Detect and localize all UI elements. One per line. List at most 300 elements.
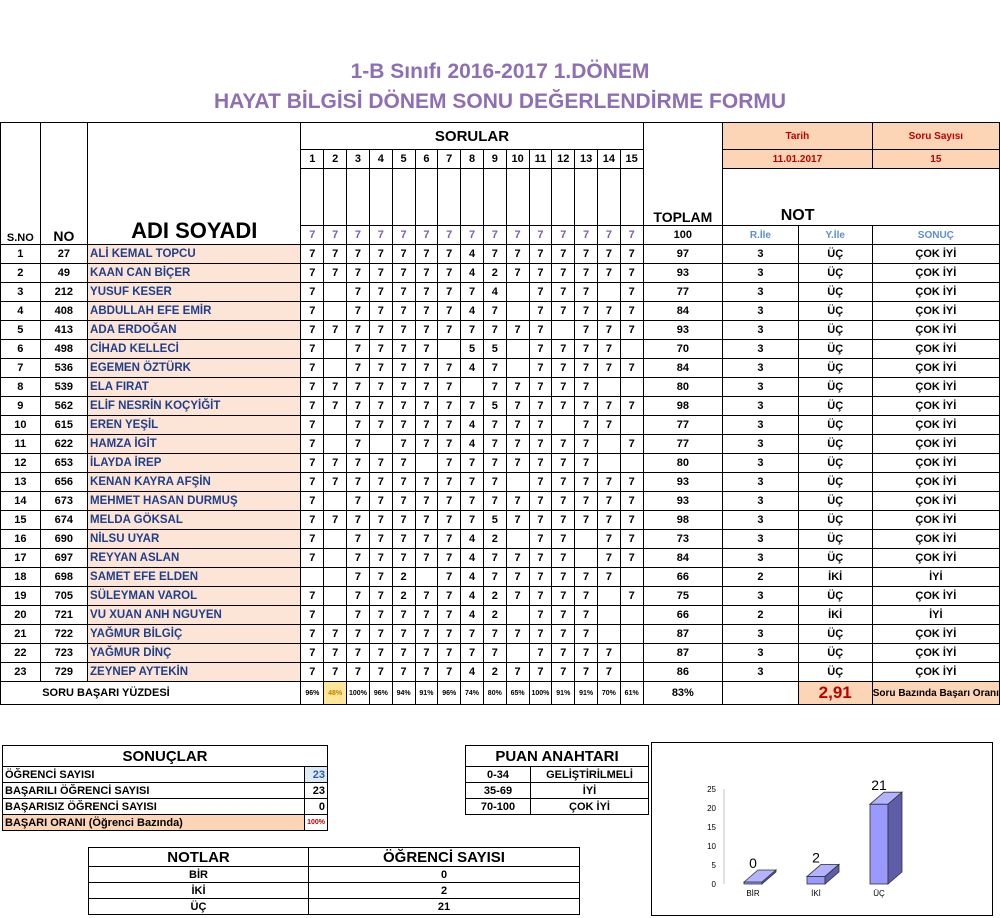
student-total: 87	[643, 644, 723, 663]
question-score: 7	[415, 416, 438, 435]
question-score: 5	[483, 340, 506, 359]
student-no: 721	[40, 606, 87, 625]
student-result: İYİ	[872, 606, 999, 625]
table-row	[1, 644, 1000, 663]
question-score: 7	[529, 549, 552, 568]
student-sno: 5	[1, 321, 41, 340]
table-row	[1, 359, 1000, 378]
table-row	[1, 606, 1000, 625]
max-total: 100	[643, 226, 723, 245]
question-score: 7	[392, 435, 415, 454]
question-score: 7	[347, 378, 370, 397]
student-y-grade: ÜÇ	[798, 473, 872, 492]
question-percent: 61%	[620, 682, 643, 705]
question-score	[506, 473, 529, 492]
average-blank	[723, 682, 799, 705]
question-score: 7	[415, 359, 438, 378]
student-r-grade: 3	[723, 321, 799, 340]
question-score: 7	[438, 283, 461, 302]
question-score: 7	[529, 302, 552, 321]
student-r-grade: 3	[723, 549, 799, 568]
student-y-grade: ÜÇ	[798, 359, 872, 378]
question-score: 7	[369, 359, 392, 378]
question-score: 7	[552, 530, 575, 549]
student-total: 93	[643, 321, 723, 340]
y-tick-label: 15	[707, 823, 716, 832]
question-score: 7	[461, 511, 484, 530]
question-score: 7	[301, 302, 324, 321]
question-score: 7	[575, 435, 598, 454]
question-score: 7	[461, 625, 484, 644]
student-sno: 18	[1, 568, 41, 587]
question-score: 7	[324, 245, 347, 264]
question-blank	[369, 169, 392, 226]
question-score: 7	[529, 511, 552, 530]
not-label: BİR	[89, 867, 309, 883]
student-r-grade: 3	[723, 340, 799, 359]
table-row	[1, 435, 1000, 454]
question-score: 7	[552, 454, 575, 473]
question-score: 7	[369, 663, 392, 682]
question-score: 7	[415, 663, 438, 682]
question-score: 7	[415, 511, 438, 530]
question-score: 7	[438, 473, 461, 492]
question-score: 7	[552, 264, 575, 283]
question-score: 4	[461, 264, 484, 283]
question-score: 2	[483, 264, 506, 283]
question-score: 7	[369, 549, 392, 568]
student-y-grade: ÜÇ	[798, 530, 872, 549]
question-score: 7	[552, 644, 575, 663]
question-score	[324, 340, 347, 359]
tarih-value: 11.01.2017	[723, 150, 873, 169]
student-name: SAMET EFE ELDEN	[88, 568, 301, 587]
student-r-grade: 3	[723, 264, 799, 283]
student-sno: 8	[1, 378, 41, 397]
student-r-grade: 3	[723, 416, 799, 435]
question-score: 4	[461, 416, 484, 435]
student-result: İYİ	[872, 568, 999, 587]
student-result: ÇOK İYİ	[872, 492, 999, 511]
question-score: 7	[392, 264, 415, 283]
question-score	[597, 378, 620, 397]
table-row	[1, 625, 1000, 644]
question-score: 7	[369, 416, 392, 435]
student-no: 673	[40, 492, 87, 511]
question-score	[324, 549, 347, 568]
question-score	[415, 454, 438, 473]
question-score: 7	[597, 663, 620, 682]
student-result: ÇOK İYİ	[872, 435, 999, 454]
question-score: 7	[369, 283, 392, 302]
puan-label: GELİŞTİRİLMELİ	[531, 767, 649, 783]
question-score: 5	[461, 340, 484, 359]
question-score: 7	[301, 492, 324, 511]
question-score: 2	[483, 663, 506, 682]
question-points: 7	[552, 226, 575, 245]
student-r-grade: 3	[723, 625, 799, 644]
student-sno: 11	[1, 435, 41, 454]
question-score: 7	[415, 283, 438, 302]
question-score: 4	[461, 606, 484, 625]
question-blank	[301, 169, 324, 226]
student-name: VU XUAN ANH NGUYEN	[88, 606, 301, 625]
student-no: 705	[40, 587, 87, 606]
question-score: 7	[301, 454, 324, 473]
question-score: 7	[392, 397, 415, 416]
student-y-grade: ÜÇ	[798, 264, 872, 283]
student-y-grade: ÜÇ	[798, 492, 872, 511]
question-number: 2	[324, 150, 347, 169]
puan-anahtari-title: PUAN ANAHTARI	[466, 746, 649, 767]
not-label: İKİ	[89, 883, 309, 899]
question-score: 7	[483, 378, 506, 397]
y-tick-label: 20	[707, 804, 716, 813]
student-y-grade: ÜÇ	[798, 511, 872, 530]
question-score: 7	[301, 283, 324, 302]
student-r-grade: 3	[723, 454, 799, 473]
student-no: 698	[40, 568, 87, 587]
question-score: 7	[529, 416, 552, 435]
student-result: ÇOK İYİ	[872, 587, 999, 606]
question-score: 7	[369, 492, 392, 511]
sonuclar-value: 23	[305, 783, 328, 799]
question-score: 7	[415, 644, 438, 663]
question-score: 7	[301, 644, 324, 663]
student-no: 615	[40, 416, 87, 435]
question-score: 7	[347, 435, 370, 454]
soru-sayisi-value: 15	[872, 150, 999, 169]
student-y-grade: ÜÇ	[798, 587, 872, 606]
question-score	[620, 625, 643, 644]
student-name: MELDA GÖKSAL	[88, 511, 301, 530]
student-no: 27	[40, 245, 87, 264]
question-points: 7	[620, 226, 643, 245]
question-score: 7	[552, 587, 575, 606]
question-number: 1	[301, 150, 324, 169]
student-no: 690	[40, 530, 87, 549]
question-score: 7	[301, 511, 324, 530]
question-score: 7	[506, 511, 529, 530]
question-score: 7	[438, 321, 461, 340]
question-score: 7	[529, 378, 552, 397]
student-r-grade: 3	[723, 587, 799, 606]
question-score: 7	[301, 530, 324, 549]
question-score: 7	[369, 568, 392, 587]
question-score	[506, 530, 529, 549]
question-score: 7	[461, 473, 484, 492]
question-score: 7	[597, 511, 620, 530]
question-score: 7	[620, 397, 643, 416]
question-score: 7	[324, 511, 347, 530]
student-name: HAMZA İGİT	[88, 435, 301, 454]
question-number: 13	[575, 150, 598, 169]
question-score: 7	[597, 416, 620, 435]
question-score: 7	[620, 264, 643, 283]
student-sno: 6	[1, 340, 41, 359]
total-percent: 83%	[643, 682, 723, 705]
student-result: ÇOK İYİ	[872, 416, 999, 435]
question-score: 7	[301, 587, 324, 606]
student-total: 77	[643, 283, 723, 302]
question-score: 7	[301, 416, 324, 435]
question-score: 4	[483, 283, 506, 302]
question-blank	[324, 169, 347, 226]
student-r-grade: 3	[723, 359, 799, 378]
question-score: 7	[438, 245, 461, 264]
question-score: 7	[369, 644, 392, 663]
question-score	[620, 416, 643, 435]
question-score: 7	[347, 454, 370, 473]
question-score: 7	[529, 530, 552, 549]
question-score: 7	[506, 454, 529, 473]
rile-header: R.İle	[723, 226, 799, 245]
question-score: 7	[461, 644, 484, 663]
student-sno: 15	[1, 511, 41, 530]
question-score: 7	[392, 283, 415, 302]
student-total: 87	[643, 625, 723, 644]
question-score: 7	[347, 340, 370, 359]
student-total: 84	[643, 302, 723, 321]
grade-bar-chart	[652, 743, 992, 915]
student-name: ZEYNEP AYTEKİN	[88, 663, 301, 682]
question-score: 7	[529, 435, 552, 454]
question-score: 7	[483, 245, 506, 264]
question-score: 7	[552, 606, 575, 625]
sonuclar-value: 23	[305, 767, 328, 783]
student-total: 66	[643, 606, 723, 625]
question-score	[324, 416, 347, 435]
question-score	[324, 568, 347, 587]
student-total: 98	[643, 397, 723, 416]
question-number: 7	[438, 150, 461, 169]
page-title-line2: HAYAT BİLGİSİ DÖNEM SONU DEĞERLENDİRME FORMU	[213, 90, 787, 113]
question-score: 7	[347, 644, 370, 663]
question-score: 4	[461, 302, 484, 321]
question-score: 4	[461, 587, 484, 606]
student-result: ÇOK İYİ	[872, 644, 999, 663]
average-value: 2,91	[798, 682, 872, 705]
y-tick-label: 10	[707, 842, 716, 851]
student-y-grade: İKİ	[798, 606, 872, 625]
student-name: EGEMEN ÖZTÜRK	[88, 359, 301, 378]
question-score: 7	[597, 530, 620, 549]
average-label: Soru Bazında Başarı Oranı	[872, 682, 999, 705]
student-total: 84	[643, 549, 723, 568]
question-percent: 91%	[552, 682, 575, 705]
student-total: 93	[643, 473, 723, 492]
question-score: 7	[597, 245, 620, 264]
tarih-label: Tarih	[723, 123, 873, 150]
ogrenci-sayisi-header: ÖĞRENCİ SAYISI	[309, 848, 580, 867]
question-score: 7	[392, 511, 415, 530]
question-blank	[415, 169, 438, 226]
student-total: 97	[643, 245, 723, 264]
question-score: 2	[483, 530, 506, 549]
question-number: 4	[369, 150, 392, 169]
question-score: 7	[392, 492, 415, 511]
question-score: 7	[575, 378, 598, 397]
student-total: 80	[643, 378, 723, 397]
question-score: 7	[415, 340, 438, 359]
student-result: ÇOK İYİ	[872, 663, 999, 682]
question-score: 7	[438, 606, 461, 625]
sonuclar-label: BAŞARISIZ ÖĞRENCİ SAYISI	[3, 799, 305, 815]
question-score: 7	[347, 511, 370, 530]
question-score: 7	[461, 492, 484, 511]
question-score: 7	[392, 663, 415, 682]
question-score: 7	[438, 378, 461, 397]
question-score: 7	[483, 359, 506, 378]
question-score: 7	[552, 473, 575, 492]
student-r-grade: 3	[723, 530, 799, 549]
question-score: 7	[506, 663, 529, 682]
question-score: 7	[324, 473, 347, 492]
question-number: 14	[597, 150, 620, 169]
notlar-table	[88, 847, 580, 915]
question-score: 7	[552, 378, 575, 397]
question-score: 7	[369, 625, 392, 644]
question-score: 7	[597, 264, 620, 283]
student-r-grade: 2	[723, 606, 799, 625]
question-score	[324, 359, 347, 378]
page-title-line1: 1-B Sınıfı 2016-2017 1.DÖNEM	[350, 60, 650, 83]
question-score: 7	[506, 264, 529, 283]
question-score: 7	[620, 473, 643, 492]
question-score: 4	[461, 245, 484, 264]
question-score	[301, 568, 324, 587]
question-score: 7	[483, 302, 506, 321]
student-result: ÇOK İYİ	[872, 625, 999, 644]
question-points: 7	[461, 226, 484, 245]
student-y-grade: ÜÇ	[798, 625, 872, 644]
student-result: ÇOK İYİ	[872, 549, 999, 568]
question-score: 7	[369, 264, 392, 283]
question-score: 7	[369, 302, 392, 321]
question-score	[506, 359, 529, 378]
question-score	[552, 416, 575, 435]
question-score: 7	[301, 340, 324, 359]
student-no: 49	[40, 264, 87, 283]
question-score	[506, 340, 529, 359]
question-score: 7	[324, 378, 347, 397]
question-score	[324, 435, 347, 454]
student-y-grade: ÜÇ	[798, 321, 872, 340]
sno-header: S.NO	[1, 123, 41, 245]
student-name: KAAN CAN BİÇER	[88, 264, 301, 283]
question-blank	[552, 169, 575, 226]
question-score: 7	[461, 454, 484, 473]
question-score: 7	[347, 663, 370, 682]
student-name: CİHAD KELLECİ	[88, 340, 301, 359]
student-no: 622	[40, 435, 87, 454]
question-score: 7	[483, 568, 506, 587]
question-score: 7	[438, 264, 461, 283]
student-result: ÇOK İYİ	[872, 473, 999, 492]
question-score: 7	[620, 321, 643, 340]
question-score: 7	[369, 454, 392, 473]
table-row	[1, 321, 1000, 340]
question-score: 7	[506, 492, 529, 511]
table-row	[1, 492, 1000, 511]
question-score: 7	[347, 568, 370, 587]
student-name: NİLSU UYAR	[88, 530, 301, 549]
question-score: 7	[461, 321, 484, 340]
question-score	[324, 492, 347, 511]
question-score: 7	[369, 245, 392, 264]
not-header: NOT	[723, 169, 873, 226]
question-score	[506, 644, 529, 663]
question-score: 7	[347, 416, 370, 435]
student-name: YUSUF KESER	[88, 283, 301, 302]
question-score: 7	[529, 473, 552, 492]
puan-anahtari-table	[465, 745, 649, 815]
student-sno: 19	[1, 587, 41, 606]
student-name: ELİF NESRİN KOÇYİĞİT	[88, 397, 301, 416]
question-score	[620, 663, 643, 682]
question-score: 7	[324, 397, 347, 416]
question-score: 7	[461, 397, 484, 416]
student-r-grade: 3	[723, 644, 799, 663]
question-score: 7	[347, 283, 370, 302]
question-score	[552, 321, 575, 340]
question-score: 7	[347, 625, 370, 644]
student-no: 539	[40, 378, 87, 397]
student-r-grade: 3	[723, 492, 799, 511]
sorular-header: SORULAR	[301, 123, 643, 150]
question-score: 7	[392, 625, 415, 644]
student-y-grade: ÜÇ	[798, 397, 872, 416]
question-score: 7	[392, 340, 415, 359]
student-result: ÇOK İYİ	[872, 340, 999, 359]
y-tick-label: 25	[707, 785, 716, 794]
question-score	[506, 302, 529, 321]
question-score: 7	[529, 397, 552, 416]
table-row	[1, 264, 1000, 283]
table-row	[1, 473, 1000, 492]
student-no: 536	[40, 359, 87, 378]
question-score: 7	[415, 530, 438, 549]
student-no: 722	[40, 625, 87, 644]
category-label: BİR	[746, 889, 760, 898]
question-score	[506, 606, 529, 625]
question-percent: 96%	[369, 682, 392, 705]
bar	[807, 876, 825, 884]
table-row	[1, 378, 1000, 397]
not-label: ÜÇ	[89, 899, 309, 915]
question-number: 3	[347, 150, 370, 169]
question-score: 7	[575, 416, 598, 435]
question-score: 7	[620, 302, 643, 321]
question-score: 7	[438, 549, 461, 568]
question-score: 7	[575, 283, 598, 302]
not-value: 0	[309, 867, 580, 883]
question-score: 7	[415, 321, 438, 340]
question-number: 5	[392, 150, 415, 169]
question-points: 7	[575, 226, 598, 245]
question-score: 7	[575, 302, 598, 321]
question-score: 7	[506, 587, 529, 606]
student-r-grade: 3	[723, 302, 799, 321]
student-total: 66	[643, 568, 723, 587]
student-no: 697	[40, 549, 87, 568]
student-total: 70	[643, 340, 723, 359]
question-score: 7	[415, 492, 438, 511]
student-sno: 20	[1, 606, 41, 625]
question-score: 7	[597, 340, 620, 359]
student-total: 73	[643, 530, 723, 549]
question-score: 7	[575, 587, 598, 606]
